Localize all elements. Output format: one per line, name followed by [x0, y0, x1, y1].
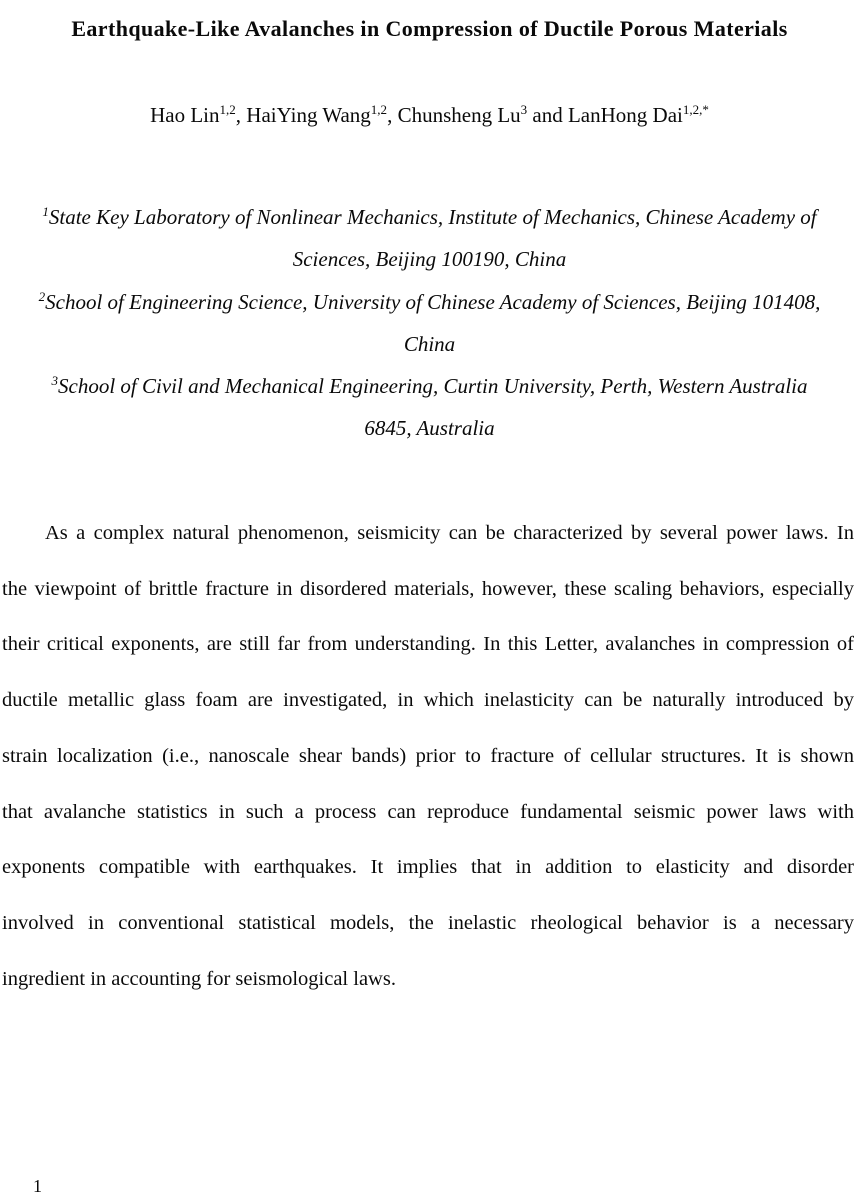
- affiliation-text: State Key Laboratory of Nonlinear Mechanics, Institute of Mechanics, Chinese Academy of: [48, 205, 817, 229]
- author-name: Chunsheng Lu: [397, 103, 521, 127]
- author-2: [398, 103, 568, 127]
- page-title: Earthquake-Like Avalanches in Compression of Ductile Porous Materials: [71, 15, 788, 41]
- authors-line: [0, 98, 859, 132]
- author-separator: ,: [235, 103, 247, 127]
- author-superscript: 3: [520, 102, 528, 117]
- abstract-line-8: involved in conventional statistical models, the inelastic rheological behavior is a necessary: [2, 911, 854, 934]
- affiliations-block: [0, 196, 859, 450]
- affiliation-2-line-2: [0, 323, 859, 365]
- author-1: [246, 103, 397, 127]
- author-0: [150, 103, 246, 127]
- affiliation-text: 6845, Australia: [364, 416, 495, 441]
- affiliation-1-line-2: [0, 238, 859, 280]
- affiliation-number: 3: [51, 373, 58, 389]
- author-superscript: 1,2: [219, 102, 236, 117]
- affiliation-2-line-1: [0, 281, 859, 323]
- author-superscript: 1,2,*: [682, 102, 709, 117]
- affiliation-text: School of Engineering Science, University of Chinese Academy of Sciences, Beijing 101408,: [45, 289, 821, 314]
- author-name: HaiYing Wang: [246, 103, 371, 127]
- abstract-line-3: their critical exponents, are still far from understanding. In this Letter, avalanches in compression of: [2, 633, 854, 656]
- affiliation-number: 2: [38, 288, 46, 304]
- abstract-line-1: As a complex natural phenomenon, seismicity can be characterized by several power laws. In: [45, 522, 854, 544]
- abstract-line-7: exponents compatible with earthquakes. It implies that in addition to elasticity and disorder: [2, 856, 854, 879]
- author-separator: ,: [387, 103, 398, 127]
- author-name: LanHong Dai: [567, 103, 683, 127]
- abstract-line-6: that avalanche statistics in such a process can reproduce fundamental seismic power laws with: [2, 800, 854, 823]
- affiliation-text: School of Civil and Mechanical Engineering, Curtin University, Perth, Western Australia: [58, 374, 808, 399]
- affiliation-text: Sciences, Beijing 100190, China: [292, 247, 567, 272]
- affiliation-1-line-1: [0, 196, 859, 238]
- affiliation-3-line-1: [0, 365, 859, 407]
- affiliation-text: China: [403, 331, 456, 356]
- abstract-line-2: the viewpoint of brittle fracture in disordered materials, however, these scaling behaviors, especially: [2, 577, 854, 600]
- affiliation-number: 1: [42, 204, 49, 219]
- author-superscript: 1,2: [370, 102, 388, 117]
- abstract-line-5: strain localization (i.e., nanoscale shear bands) prior to fracture of cellular structures. It is shown: [2, 744, 854, 767]
- abstract-line-4: ductile metallic glass foam are investigated, in which inelasticity can be naturally introduced by: [2, 689, 854, 712]
- author-separator: and: [527, 103, 568, 127]
- affiliation-3-line-2: [0, 407, 859, 449]
- abstract-paragraph: [2, 506, 854, 1007]
- author-3: [568, 103, 709, 127]
- page-number: 1: [33, 1176, 42, 1196]
- author-name: Hao Lin: [150, 103, 220, 127]
- abstract-line-9: ingredient in accounting for seismological laws.: [2, 967, 396, 990]
